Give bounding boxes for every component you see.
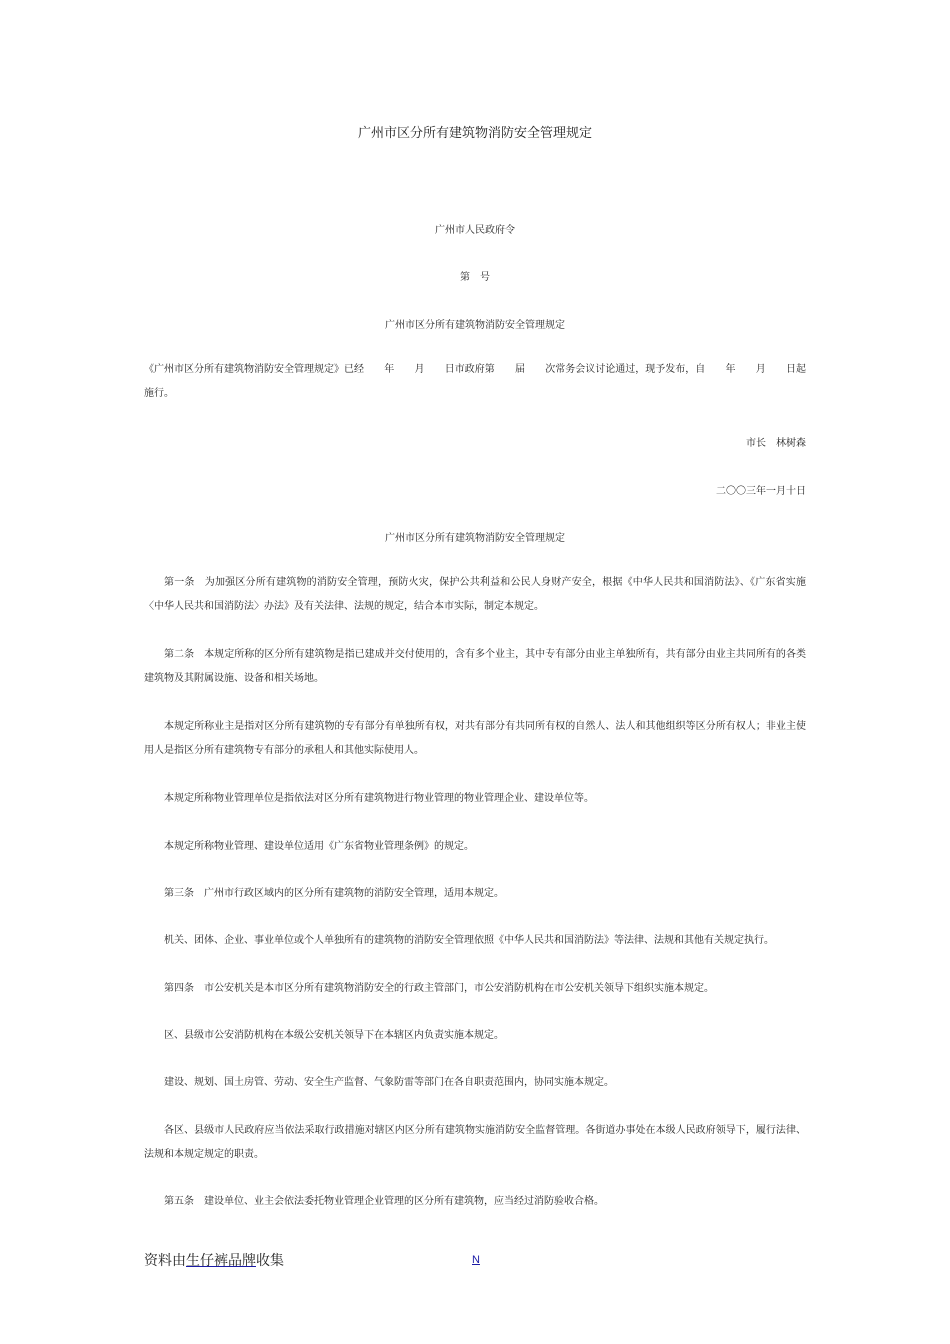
article-paragraph: 第二条 本规定所称的区分所有建筑物是指已建成并交付使用的，含有多个业主，其中专有部分由业主单独所有，共有部分由业主共同所有的各类建筑物及其附属设施、设备和相关场地。 <box>144 649 806 684</box>
footer-suffix: 收集 <box>256 1253 284 1269</box>
article-paragraph: 本规定所称物业管理单位是指依法对区分所有建筑物进行物业管理的物业管理企业、建设单位等。 <box>164 793 594 804</box>
promulgation-seg: 次常务会议讨论通过，现予发布，自 <box>545 364 706 375</box>
article-paragraph: 本规定所称业主是指对区分所有建筑物的专有部分有单独所有权，对共有部分有共同所有权的自然人、法人和其他组织等区分所有权人；非业主使用人是指区分所有建筑物专有部分的承租人和其他实际使用人。 <box>144 721 806 756</box>
article-paragraph: 第一条 为加强区分所有建筑物的消防安全管理，预防火灾，保护公共利益和公民人身财产安全，根据《中华人民共和国消防法》、《广东省实施〈中华人民共和国消防法〉办法》及有关法律、法规的规定，结合本市实际，制定本规定。 <box>144 577 806 612</box>
decree-issuer: 广州市人民政府令 <box>435 225 515 236</box>
signatory: 市长 林树森 <box>746 438 806 449</box>
article-paragraph: 各区、县级市人民政府应当依法采取行政措施对辖区内区分所有建筑物实施消防安全监督管理。各街道办事处在本级人民政府领导下，履行法律、法规和本规定规定的职责。 <box>144 1125 806 1160</box>
issue-date: 二〇〇三年一月十日 <box>716 486 806 497</box>
promulgation-seg: 月 <box>755 364 766 375</box>
article-paragraph: 区、县级市公安消防机构在本级公安机关领导下在本辖区内负责实施本规定。 <box>164 1030 504 1041</box>
footer-link[interactable]: 生仔裤品牌 <box>186 1253 256 1269</box>
promulgation-seg: 年 <box>725 364 736 375</box>
decree-subject: 广州市区分所有建筑物消防安全管理规定 <box>385 320 565 331</box>
article-paragraph: 第五条 建设单位、业主会依法委托物业管理企业管理的区分所有建筑物，应当经过消防验收合格。 <box>164 1196 604 1207</box>
promulgation-seg: 日起 <box>786 364 806 375</box>
body-title: 广州市区分所有建筑物消防安全管理规定 <box>385 533 565 544</box>
article-paragraph: 机关、团体、企业、事业单位或个人单独所有的建筑物的消防安全管理依照《中华人民共和国消防法》等法律、法规和其他有关规定执行。 <box>164 935 774 946</box>
page-number[interactable]: N <box>472 1254 480 1266</box>
promulgation-line2: 施行。 <box>144 388 174 399</box>
article-paragraph: 第四条 市公安机关是本市区分所有建筑物消防安全的行政主管部门，市公安消防机构在市公安机关领导下组织实施本规定。 <box>164 983 714 994</box>
article-paragraph: 第三条 广州市行政区域内的区分所有建筑物的消防安全管理，适用本规定。 <box>164 888 504 899</box>
footer-source <box>144 1250 284 1270</box>
promulgation-seg: 《广州市区分所有建筑物消防安全管理规定》已经 <box>144 364 364 375</box>
document-title: 广州市区分所有建筑物消防安全管理规定 <box>357 126 592 141</box>
footer-prefix: 资料由 <box>144 1253 186 1269</box>
promulgation-seg: 月 <box>414 364 425 375</box>
promulgation-paragraph <box>144 358 806 406</box>
decree-number: 第 号 <box>460 272 490 283</box>
article-paragraph: 建设、规划、国土房管、劳动、安全生产监督、气象防雷等部门在各自职责范围内，协同实施本规定。 <box>164 1077 614 1088</box>
article-paragraph: 本规定所称物业管理、建设单位适用《广东省物业管理条例》的规定。 <box>164 841 474 852</box>
promulgation-seg: 日市政府第 <box>444 364 495 375</box>
promulgation-seg: 届 <box>515 364 525 375</box>
promulgation-seg: 年 <box>384 364 395 375</box>
